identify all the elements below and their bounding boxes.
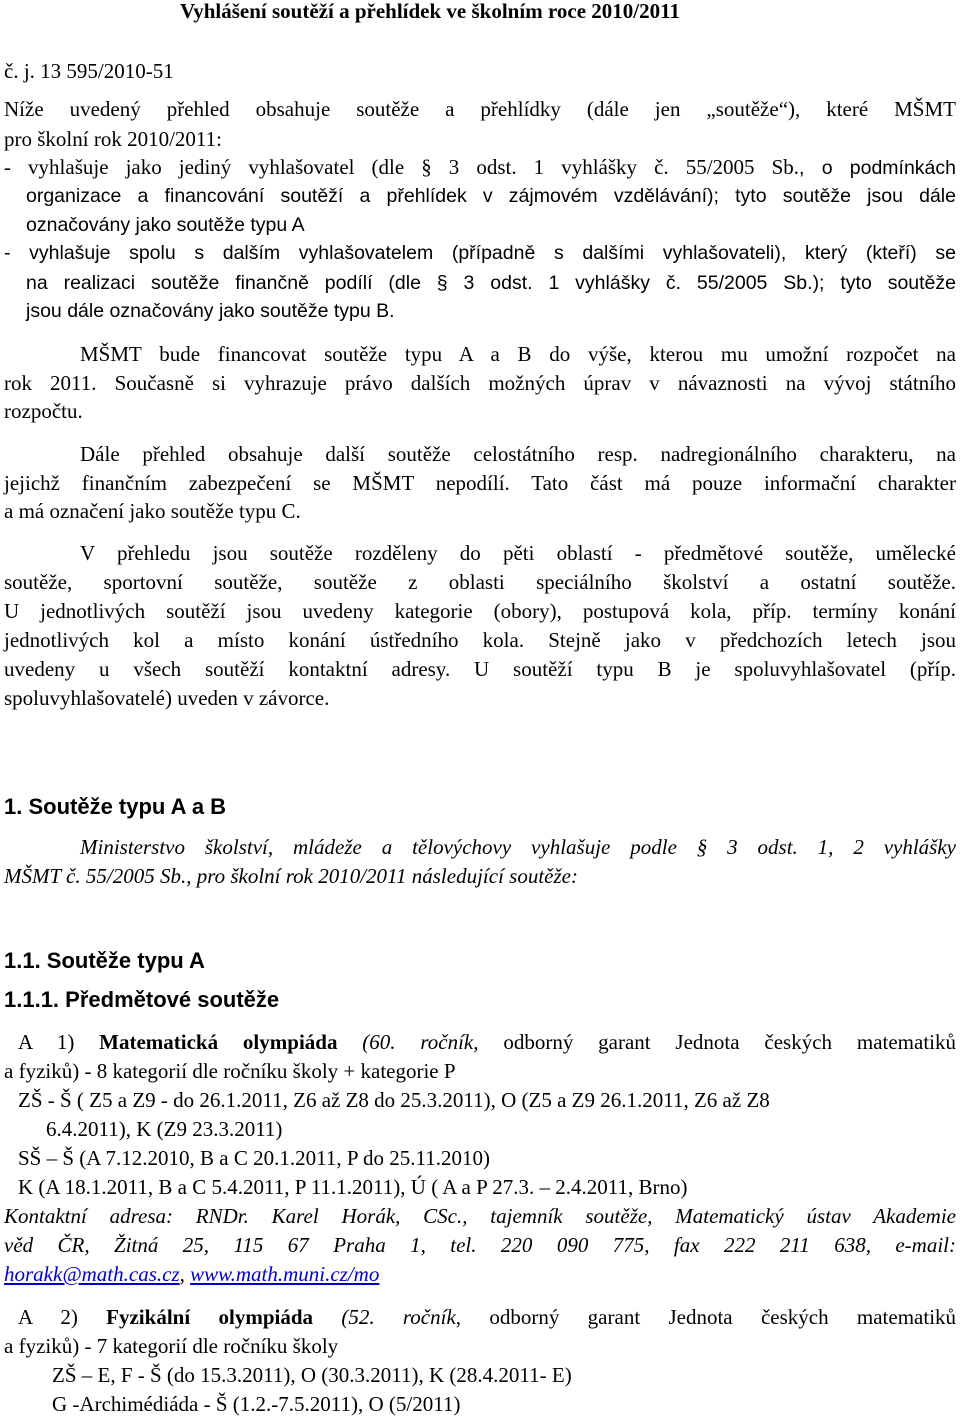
a1-rocnik: ročník [395, 1030, 474, 1054]
a1-contact-line-3 [4, 1261, 956, 1288]
a2-line-4: G -Archimédiáda - Š (1.2.-7.5.2011), O (5/2011) [52, 1392, 461, 1416]
section-1-line-2b: , pro školní rok 2010/2011 následující soutěže: [186, 864, 578, 888]
para3-line-5: uvedeny u všech soutěží kontaktní adresy. U soutěží typu B je spoluvyhlašovatel (příp. [4, 657, 956, 681]
a1-web-link[interactable]: www.math.muni.cz/mo [190, 1262, 380, 1286]
para3-line-4: jednotlivých kol a místo konání ústředního kola. Stejně jako v předchozích letech jsou [4, 628, 956, 652]
a1-line-1 [18, 1029, 956, 1056]
a2-line-2: a fyziků) - 7 kategorií dle ročníku školy [4, 1334, 339, 1358]
a1-contact-line-1 [4, 1203, 956, 1230]
para2-line-1: Dále přehled obsahuje další soutěže celostátního resp. nadregionálního charakteru, na [80, 442, 956, 466]
a1-open: (60. [337, 1030, 396, 1054]
a1-prefix: A 1) [18, 1030, 75, 1054]
a1-rest: , odborný garant Jednota českých matematiků [473, 1030, 957, 1054]
intro-line-7 [26, 270, 956, 297]
para1-line-1: MŠMT bude financovat soutěže typu A a B do výše, kterou mu umožní rozpočet na [80, 342, 956, 366]
a1-contact-1b: , tajemník soutěže, Matematický ústav Akademie [462, 1204, 956, 1228]
para2-line-3: a má označení jako soutěže typu C. [4, 499, 301, 523]
intro-line-5: označovány jako soutěže typu A [26, 214, 305, 236]
section-1-line-2a: MŠMT č. 55/2005 Sb. [4, 864, 187, 888]
intro-line-8: jsou dále označovány jako soutěže typu B. [26, 300, 395, 322]
section-1-line-1: Ministerstvo školství, mládeže a tělovýchovy vyhlašuje podle § 3 odst. 1, 2 vyhlášky [80, 835, 956, 859]
para1-line-2: rok 2011. Současně si vyhrazuje právo dalších možných úprav v návaznosti na vývoj státního [4, 371, 956, 395]
intro-line-3 [4, 154, 956, 182]
section-1-line-2 [4, 863, 956, 890]
para1-line-3: rozpočtu. [4, 399, 83, 423]
a1-link-separator: , [179, 1262, 191, 1286]
intro-line-7b: ); tyto soutěže [812, 272, 956, 294]
a2-prefix: A 2) [18, 1305, 78, 1329]
para2-line-2: jejichž finančním zabezpečení se MŠMT nepodílí. Tato část má pouze informační charakter [4, 471, 956, 495]
section-1-heading: 1. Soutěže typu A a B [4, 794, 227, 819]
a1-line-6: K (A 18.1.2011, B a C 5.4.2011, P 11.1.2011), Ú ( A a P 27.3. – 2.4.2011, Brno) [18, 1175, 688, 1199]
intro-line-1: Níže uvedený přehled obsahuje soutěže a přehlídky (dále jen „soutěže“), které MŠMT [4, 97, 956, 121]
para3-line-1: V přehledu jsou soutěže rozděleny do pěti oblastí - předmětové soutěže, umělecké [80, 541, 956, 565]
intro-line-3b: , o podmínkách [799, 157, 956, 179]
a1-line-5: SŠ – Š (A 7.12.2010, B a C 20.1.2011, P do 25.11.2010) [18, 1146, 490, 1170]
para3-line-6: spoluvyhlašovatelé) uveden v závorce. [4, 686, 330, 710]
a1-contact-line-2: věd ČR, Žitná 25, 115 67 Praha 1, tel. 220 090 775, fax 222 211 638, e-mail: [4, 1233, 956, 1257]
page-title: Vyhlášení soutěží a přehlídek ve školním roce 2010/2011 [180, 0, 680, 23]
a1-email-link[interactable]: horakk@math.cas.cz [4, 1262, 180, 1286]
a2-line-3: ZŠ – E, F - Š (do 15.3.2011), O (30.3.2011), K (28.4.2011- E) [52, 1363, 572, 1387]
a2-rest: , odborný garant Jednota českých matematiků [455, 1305, 957, 1329]
a1-contact-1a: Kontaktní adresa: RNDr. Karel Horák, CSc. [4, 1204, 463, 1228]
a2-open: (52. [313, 1305, 375, 1329]
section-1-1-1-heading: 1.1.1. Předmětové soutěže [4, 987, 280, 1012]
para3-line-3: U jednotlivých soutěží jsou uvedeny kategorie (obory), postupová kola, příp. termíny konání [4, 599, 956, 623]
a2-rocnik: ročník [374, 1305, 456, 1329]
intro-line-7a: na realizaci soutěže finančně podílí (dle § 3 odst. 1 vyhlášky č. 55/2005 Sb. [26, 272, 813, 294]
a1-line-2: a fyziků) - 8 kategorií dle ročníku školy + kategorie P [4, 1059, 456, 1083]
intro-line-3a: - vyhlašuje jako jediný vyhlašovatel (dle § 3 odst. 1 vyhlášky č. 55/2005 Sb. [4, 155, 800, 179]
para3-line-2: soutěže, sportovní soutěže, soutěže z oblasti speciálního školství a ostatní soutěže. [4, 570, 956, 594]
intro-line-6: - vyhlašuje spolu s dalším vyhlašovatelem (případně s dalšími vyhlašovateli), který (kteří) se [4, 242, 956, 264]
a1-name: Matematická olympiáda [99, 1030, 338, 1054]
section-1-1-heading: 1.1. Soutěže typu A [4, 948, 205, 973]
reference-number: č. j. 13 595/2010-51 [4, 59, 174, 83]
a1-line-4: 6.4.2011), K (Z9 23.3.2011) [46, 1117, 283, 1141]
a1-line-3: ZŠ - Š ( Z5 a Z9 - do 26.1.2011, Z6 až Z8 do 25.3.2011), O (Z5 a Z9 26.1.2011, Z6 až Z8 [18, 1088, 770, 1112]
a2-name: Fyzikální olympiáda [106, 1305, 314, 1329]
intro-line-4: organizace a financování soutěží a přehlídek v zájmovém vzdělávání); tyto soutěže jsou dále [26, 185, 956, 207]
intro-line-2: pro školní rok 2010/2011: [4, 127, 222, 151]
a2-line-1 [18, 1304, 956, 1331]
